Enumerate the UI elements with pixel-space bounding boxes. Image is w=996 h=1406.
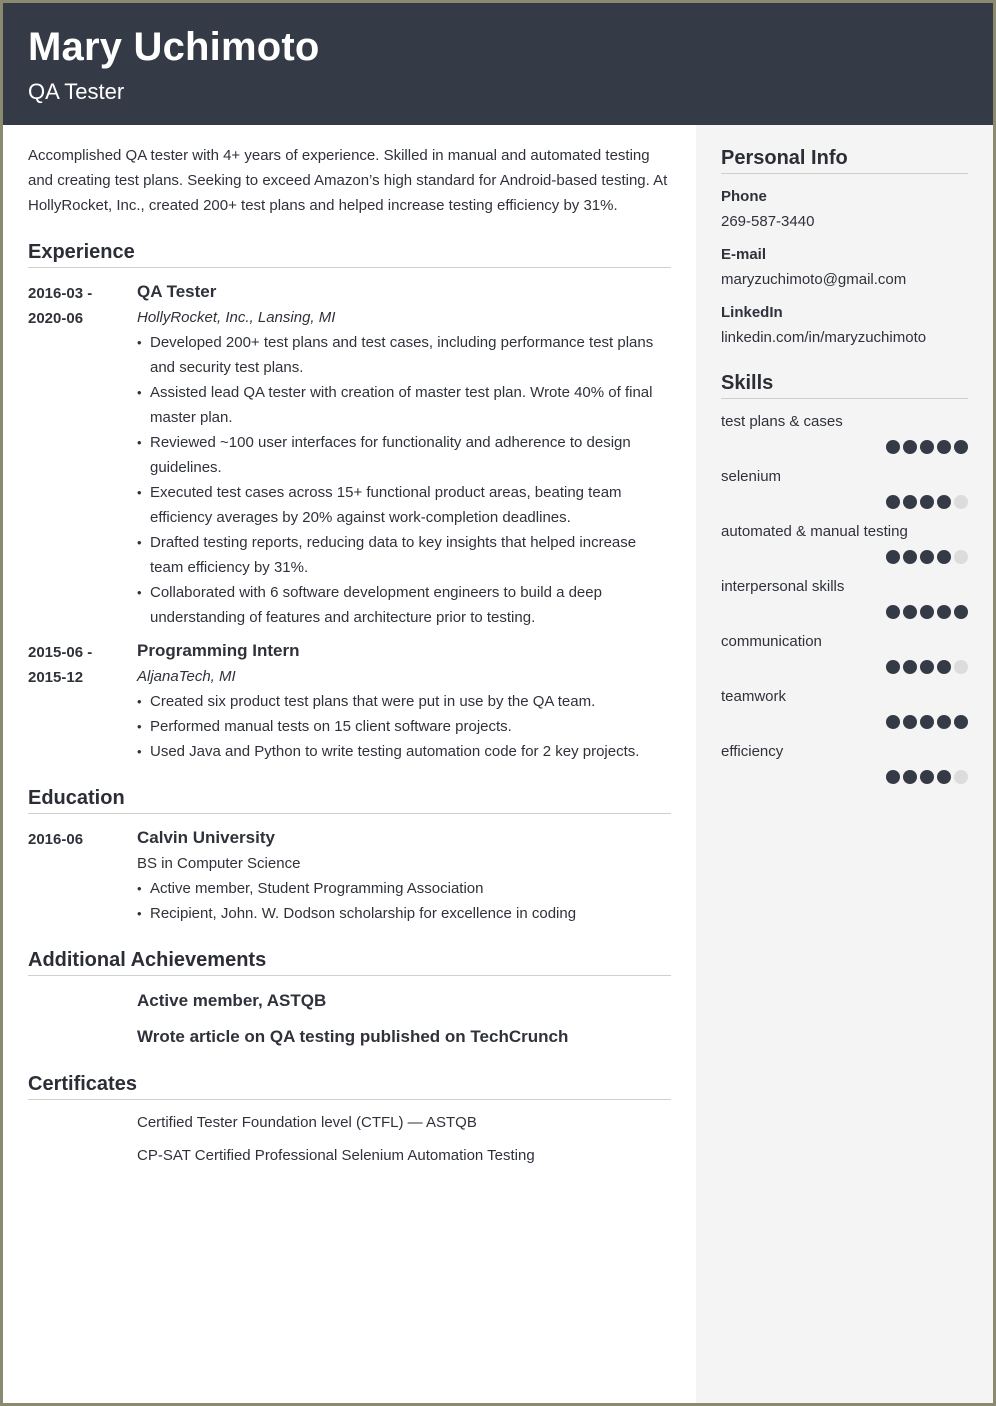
candidate-name: Mary Uchimoto [28,25,320,69]
rating-dot-filled-icon [937,605,951,619]
email-label: E-mail [721,246,767,263]
rating-dot-filled-icon [937,770,951,784]
job-entry [28,281,671,630]
rating-dot-filled-icon [920,660,934,674]
rating-dot-empty-icon [954,495,968,509]
rating-dot-filled-icon [903,715,917,729]
certificate-item: CP-SAT Certified Professional Selenium Automation Testing [137,1147,535,1164]
skill-rating [721,440,968,454]
rating-dot-filled-icon [954,715,968,729]
phone-label: Phone [721,188,767,205]
job-dates [28,281,137,630]
job-bullets [137,330,671,630]
skill-name: communication [721,633,822,650]
skill-item [721,743,968,784]
rating-dot-filled-icon [937,440,951,454]
rating-dot-filled-icon [903,550,917,564]
skill-name: automated & manual testing [721,523,908,540]
rating-dot-filled-icon [903,440,917,454]
job-date-end: 2015-12 [28,669,84,686]
skill-item [721,413,968,454]
list-item: • Drafted testing reports, reducing data to key insights that helped increase team efficiency by 31%. [137,530,671,580]
skill-item [721,523,968,564]
achievement-item: Active member, ASTQB [137,991,327,1010]
job-org: AljanaTech, MI [137,668,236,685]
rating-dot-filled-icon [937,715,951,729]
rating-dot-filled-icon [886,495,900,509]
rating-dot-filled-icon [920,715,934,729]
rating-dot-filled-icon [920,440,934,454]
experience-heading: Experience [28,241,671,268]
rating-dot-filled-icon [903,660,917,674]
list-item: • Active member, Student Programming Association [137,876,671,901]
certificates-heading: Certificates [28,1073,671,1100]
skill-rating [721,495,968,509]
rating-dot-filled-icon [920,550,934,564]
job-entry [28,640,671,764]
email-value: maryzuchimoto@gmail.com [721,271,907,288]
achievements-heading: Additional Achievements [28,949,671,976]
summary-text: Accomplished QA tester with 4+ years of experience. Skilled in manual and automated testing and creating test plans. Seeking to exceed Amazon’s high standard for Android-based testing. At HollyRocket, Inc., created 200+ test plans and helped increase testing efficiency by 31%. [28,147,668,214]
job-bullets [137,689,671,764]
certificate-item: Certified Tester Foundation level (CTFL) — ASTQB [137,1114,477,1131]
rating-dot-filled-icon [903,495,917,509]
rating-dot-filled-icon [937,550,951,564]
list-item: • Performed manual tests on 15 client software projects. [137,714,671,739]
rating-dot-filled-icon [886,770,900,784]
list-item: • Developed 200+ test plans and test cases, including performance test plans and security test plans. [137,330,671,380]
skills-heading: Skills [721,372,968,399]
list-item: • Used Java and Python to write testing automation code for 2 key projects. [137,739,671,764]
job-date-end: 2020-06 [28,310,84,327]
job-org: HollyRocket, Inc., Lansing, MI [137,309,336,326]
list-item: • Created six product test plans that were put in use by the QA team. [137,689,671,714]
list-item: • Executed test cases across 15+ functional product areas, beating team efficiency averages by 20% against work-completion deadlines. [137,480,671,530]
achievement-item: Wrote article on QA testing published on TechCrunch [137,1027,569,1046]
school-name: Calvin University [137,828,275,847]
rating-dot-filled-icon [903,770,917,784]
rating-dot-filled-icon [954,605,968,619]
skill-rating [721,715,968,729]
skill-rating [721,605,968,619]
phone-value: 269-587-3440 [721,213,815,230]
rating-dot-filled-icon [886,605,900,619]
skill-name: test plans & cases [721,413,843,430]
job-body [137,640,671,764]
linkedin-value: linkedin.com/in/maryzuchimoto [721,329,927,346]
rating-dot-filled-icon [886,660,900,674]
list-item: • Reviewed ~100 user interfaces for functionality and adherence to design guidelines. [137,430,671,480]
degree-name: BS in Computer Science [137,855,301,872]
skill-rating [721,770,968,784]
skill-item [721,688,968,729]
candidate-title: QA Tester [28,79,125,104]
job-dates [28,640,137,764]
rating-dot-filled-icon [886,550,900,564]
resume-header [3,3,993,125]
education-date: 2016-06 [28,831,84,848]
job-body [137,281,671,630]
rating-dot-filled-icon [937,495,951,509]
list-item: • Collaborated with 6 software development engineers to build a deep understanding of features and architecture prior to testing. [137,580,671,630]
rating-dot-empty-icon [954,550,968,564]
skill-name: efficiency [721,743,784,760]
job-date-start: 2016-03 - [28,285,93,302]
skill-name: selenium [721,468,782,485]
rating-dot-filled-icon [903,605,917,619]
education-heading: Education [28,787,671,814]
education-bullets [137,876,671,926]
rating-dot-filled-icon [920,605,934,619]
rating-dot-empty-icon [954,770,968,784]
skill-name: interpersonal skills [721,578,845,595]
rating-dot-filled-icon [920,495,934,509]
job-date-start: 2015-06 - [28,644,93,661]
sidebar-content [721,125,968,784]
rating-dot-filled-icon [920,770,934,784]
sidebar [696,125,993,1403]
skill-item [721,578,968,619]
rating-dot-filled-icon [937,660,951,674]
skills-list [721,413,968,784]
rating-dot-filled-icon [886,715,900,729]
job-role: Programming Intern [137,641,300,660]
linkedin-label: LinkedIn [721,304,783,321]
skill-item [721,468,968,509]
education-entry [28,827,671,926]
list-item: • Recipient, John. W. Dodson scholarship for excellence in coding [137,901,671,926]
skill-item [721,633,968,674]
education-body [137,827,671,926]
skill-rating [721,550,968,564]
main-column [28,125,671,1167]
personal-info-heading: Personal Info [721,147,968,174]
list-item: • Assisted lead QA tester with creation of master test plan. Wrote 40% of final master plan. [137,380,671,430]
job-role: QA Tester [137,282,217,301]
rating-dot-empty-icon [954,660,968,674]
rating-dot-filled-icon [886,440,900,454]
rating-dot-filled-icon [954,440,968,454]
skill-rating [721,660,968,674]
skill-name: teamwork [721,688,787,705]
